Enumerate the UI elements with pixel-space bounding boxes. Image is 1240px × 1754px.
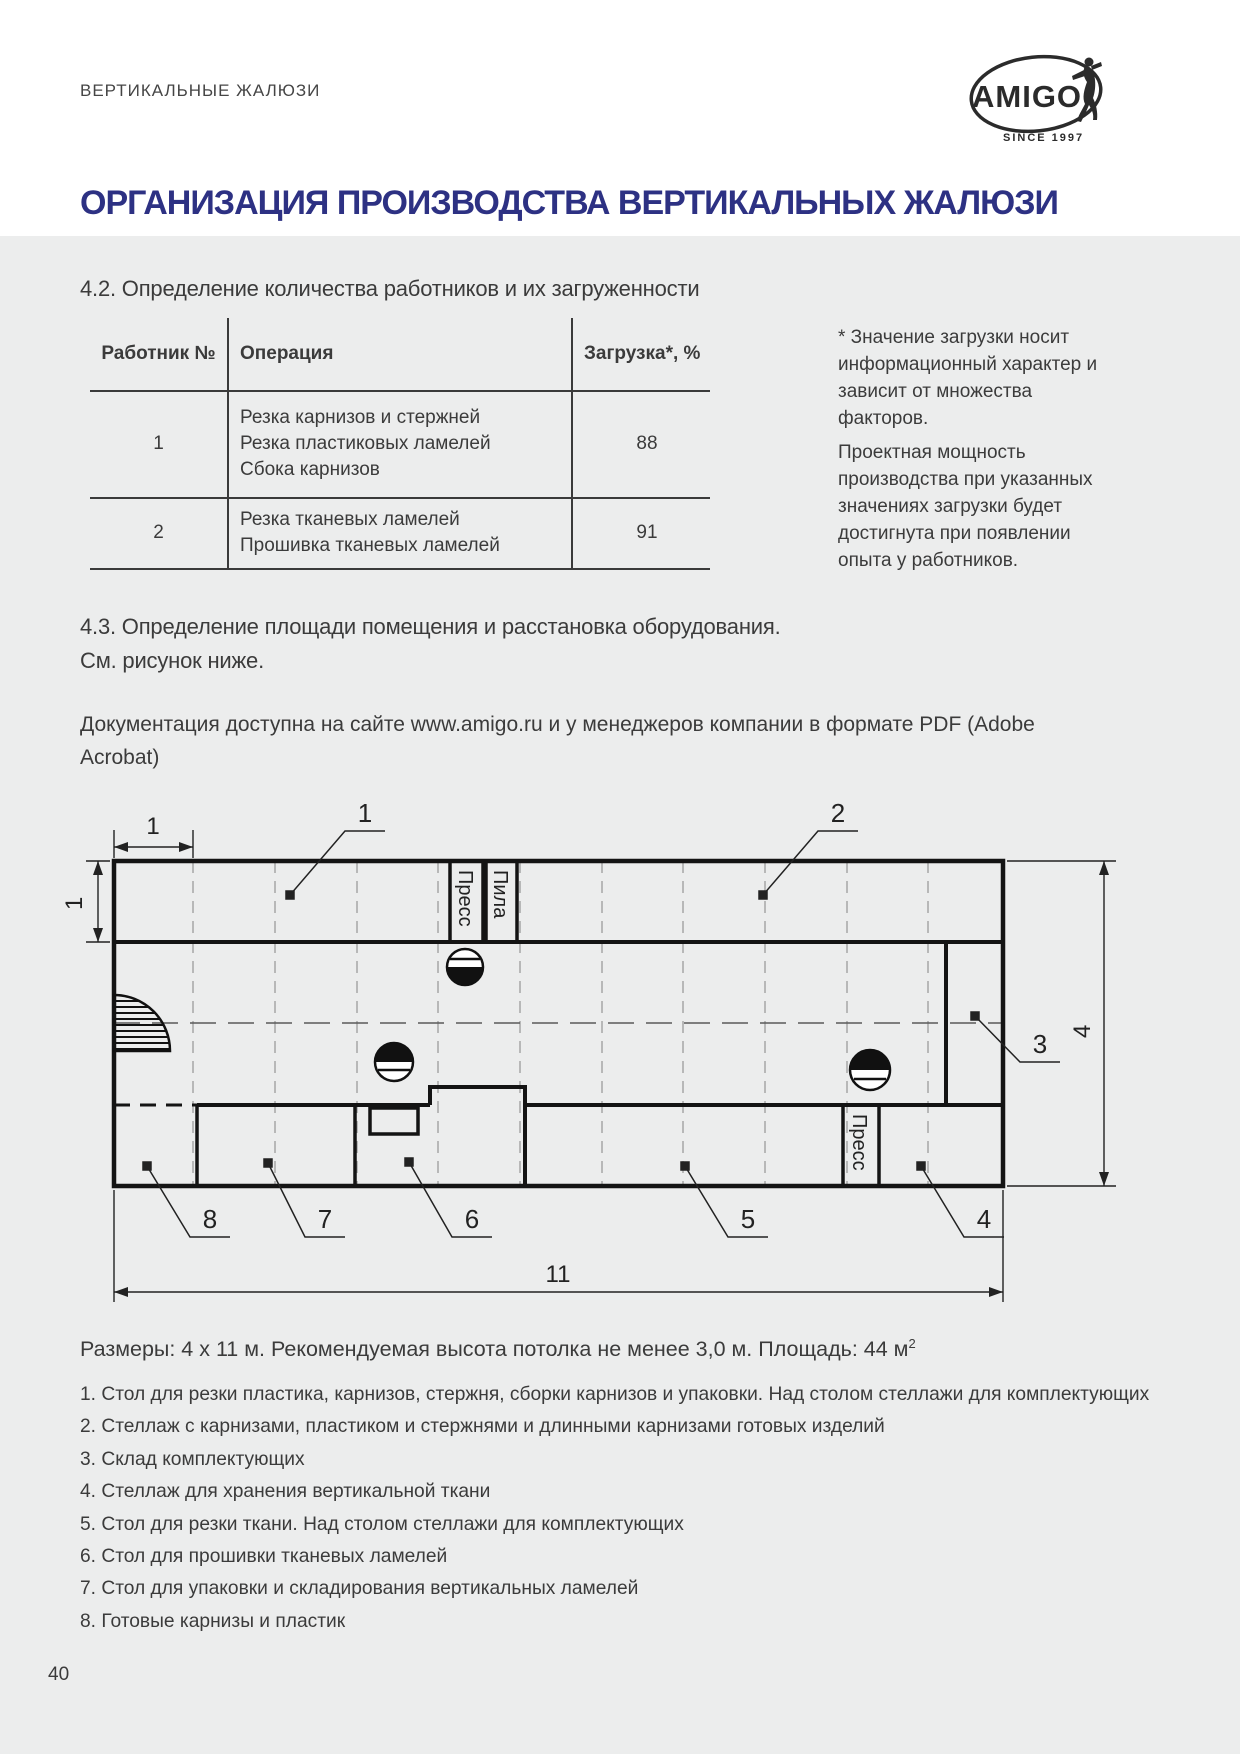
worker-symbol [375, 1043, 413, 1081]
callout-5: 5 [740, 1204, 756, 1234]
table-column-divider [571, 318, 573, 570]
legend-item: 8. Готовые карнизы и пластик [80, 1610, 346, 1632]
table-row [90, 390, 227, 497]
worker-number: 1 [153, 432, 164, 454]
door-arc [114, 995, 170, 1051]
operation-line: Резка карнизов и стержней [240, 406, 481, 428]
table-row-operations [240, 390, 570, 497]
workers-table [90, 318, 710, 570]
dimensions-caption [80, 1336, 916, 1362]
small-table [370, 1108, 418, 1134]
legend-item: 2. Стеллаж с карнизами, пластиком и стержнями и длинными карнизами готовых изделий [80, 1416, 885, 1438]
dim-right: 4 [1069, 1024, 1096, 1038]
section-4-2-heading: 4.2. Определение количества работников и их загруженности [80, 276, 700, 301]
dim-left: 1 [61, 896, 88, 910]
callout-3: 3 [1032, 1029, 1048, 1059]
amigo-logo-since: SINCE 1997 [1003, 132, 1085, 144]
legend-item: 4. Стеллаж для хранения вертикальной ткани [80, 1481, 491, 1503]
load-footnote [838, 324, 1116, 574]
footnote-paragraph: Проектная мощность производства при указанных значениях загрузки будет достигнута при появлении опыта у работников. [838, 442, 1093, 571]
table-header-load: Загрузка*, % [584, 343, 701, 364]
see-figure-text: См. рисунок ниже. [80, 648, 264, 673]
table-header-operation: Операция [240, 343, 334, 364]
legend-item: 3. Склад комплектующих [80, 1448, 305, 1470]
dimension-lines [86, 830, 1116, 1302]
document-category-label: ВЕРТИКАЛЬНЫЕ ЖАЛЮЗИ [80, 81, 321, 100]
table-row-operations [240, 497, 570, 568]
amigo-logo-wordmark: AMIGO [972, 79, 1083, 114]
floor-plan-drawing [60, 770, 1180, 1320]
table-header-worker: Работник № [101, 343, 216, 364]
legend-item: 1. Стол для резки пластика, карнизов, стержня, сборки карнизов и упаковки. Над столом стеллажи для комплектующих [80, 1384, 1150, 1405]
legend-item: 5. Стол для резки ткани. Над столом стеллажи для комплектующих [80, 1513, 684, 1535]
callout-6: 6 [464, 1204, 480, 1234]
documentation-paragraph: Документация доступна на сайте www.amigo.ru и у менеджеров компании в формате PDF (Adobe Acrobat) [80, 713, 1035, 769]
worker-symbol [850, 1050, 890, 1090]
operation-line: Прошивка тканевых ламелей [240, 534, 500, 556]
amigo-logo [956, 46, 1126, 150]
section-4-3-heading: 4.3. Определение площади помещения и расстановка оборудования. [80, 614, 781, 639]
callout-1: 1 [357, 798, 373, 828]
callout-8: 8 [202, 1204, 218, 1234]
callout-4: 4 [976, 1204, 992, 1234]
dimensions-caption-text: Размеры: 4 x 11 м. Рекомендуемая высота потолка не менее 3,0 м. Площадь: 44 м [80, 1337, 909, 1362]
legend-list [80, 1379, 1162, 1638]
legend-item: 6. Стол для прошивки тканевых ламелей [80, 1546, 448, 1568]
dim-bottom: 11 [545, 1261, 571, 1288]
table-bottom-rule [90, 568, 710, 570]
saw-label: Пила [489, 870, 511, 919]
operation-line: Резка тканевых ламелей [240, 508, 460, 530]
page-number: 40 [48, 1664, 70, 1685]
callout-2: 2 [830, 798, 846, 828]
operation-line: Резка пластиковых ламелей [240, 432, 491, 454]
press-top-label: Пресс [454, 870, 476, 927]
page-title: ОРГАНИЗАЦИЯ ПРОИЗВОДСТВА ВЕРТИКАЛЬНЫХ ЖАЛЮЗИ [80, 184, 1058, 222]
load-value: 91 [636, 521, 658, 543]
load-value: 88 [636, 432, 658, 454]
operation-line: Сбока карнизов [240, 458, 380, 480]
footnote-paragraph: * Значение загрузки носит информационный характер и зависит от множества факторов. [838, 327, 1098, 429]
worker-symbol [447, 949, 483, 985]
table-row [90, 497, 227, 568]
sewing-table-block [430, 1087, 525, 1186]
square-meter-sup: 2 [908, 1336, 916, 1351]
dim-top: 1 [146, 813, 160, 840]
dimension-arrows [93, 842, 1109, 1297]
legend-item: 7. Стол для упаковки и складирования вертикальных ламелей [80, 1578, 639, 1600]
table-column-divider [227, 318, 229, 570]
press-bottom-label: Пресс [848, 1114, 870, 1171]
worker-number: 2 [153, 521, 164, 543]
callout-7: 7 [317, 1204, 333, 1234]
